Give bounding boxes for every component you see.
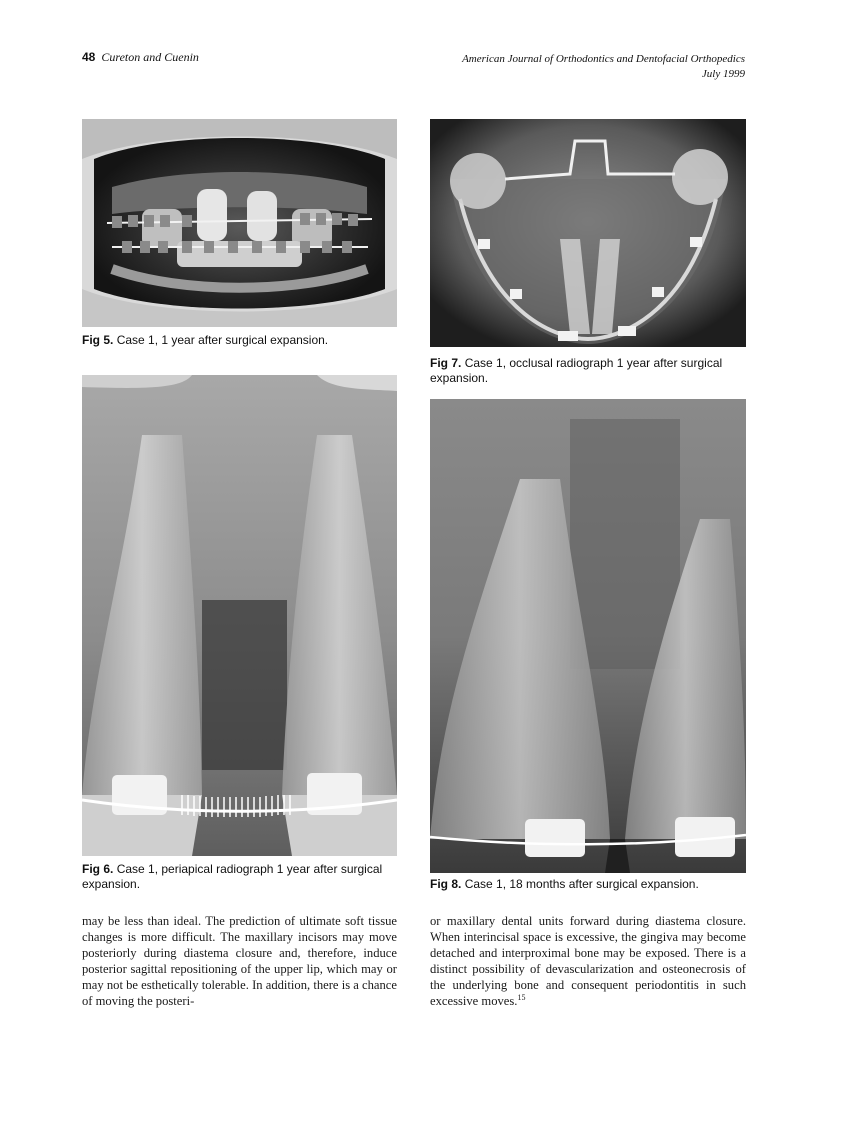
- figure-7-radiograph: [430, 119, 746, 347]
- running-header-left: [82, 50, 199, 65]
- body-text-right-content: or maxillary dental units forward during diastema closure. When interincisal space is excessive, the gingiva may become detached and interproximal bone may be exposed. There is a distinct possibility of devascularization and osteonecrosis of the underlying bone and consequent periodontitis in such excessive moves.: [430, 914, 746, 1008]
- figure-5-caption: [82, 333, 398, 348]
- figure-6-radiograph: [82, 375, 397, 856]
- reference-superscript: 15: [517, 992, 526, 1002]
- body-text-left-column: may be less than ideal. The prediction of ultimate soft tissue changes is more difficult. The maxillary incisors may move posteriorly during diastema closure and, therefore, induce posterior sagittal repositioning of the upper lip, which may or may not be esthetically tolerable. In addition, there is a chance of moving the posteri-: [82, 914, 397, 1008]
- issue-date: July 1999: [701, 68, 745, 80]
- figure-7-caption: [430, 356, 746, 386]
- journal-title: American Journal of Orthodontics and Dentofacial Orthopedics: [462, 53, 745, 65]
- figure-8-label: Fig 8.: [430, 877, 462, 891]
- figure-8-caption-text: Case 1, 18 months after surgical expansion.: [464, 877, 699, 891]
- figure-5-photo: [82, 119, 397, 327]
- figure-6-label: Fig 6.: [82, 862, 114, 876]
- running-authors: Cureton and Cuenin: [101, 50, 199, 64]
- running-header-right: [462, 52, 745, 82]
- figure-5-caption-text: Case 1, 1 year after surgical expansion.: [116, 333, 329, 347]
- figure-6-caption: [82, 862, 398, 892]
- page-number: 48: [82, 50, 96, 64]
- figure-8-caption: [430, 877, 746, 892]
- figure-8-radiograph: [430, 399, 746, 873]
- figure-5-label: Fig 5.: [82, 333, 114, 347]
- body-text-right-column: [430, 914, 746, 1009]
- figure-7-label: Fig 7.: [430, 356, 462, 370]
- figure-7-caption-text: Case 1, occlusal radiograph 1 year after surgical expansion.: [430, 356, 723, 385]
- figure-6-caption-text: Case 1, periapical radiograph 1 year after surgical expansion.: [82, 862, 383, 891]
